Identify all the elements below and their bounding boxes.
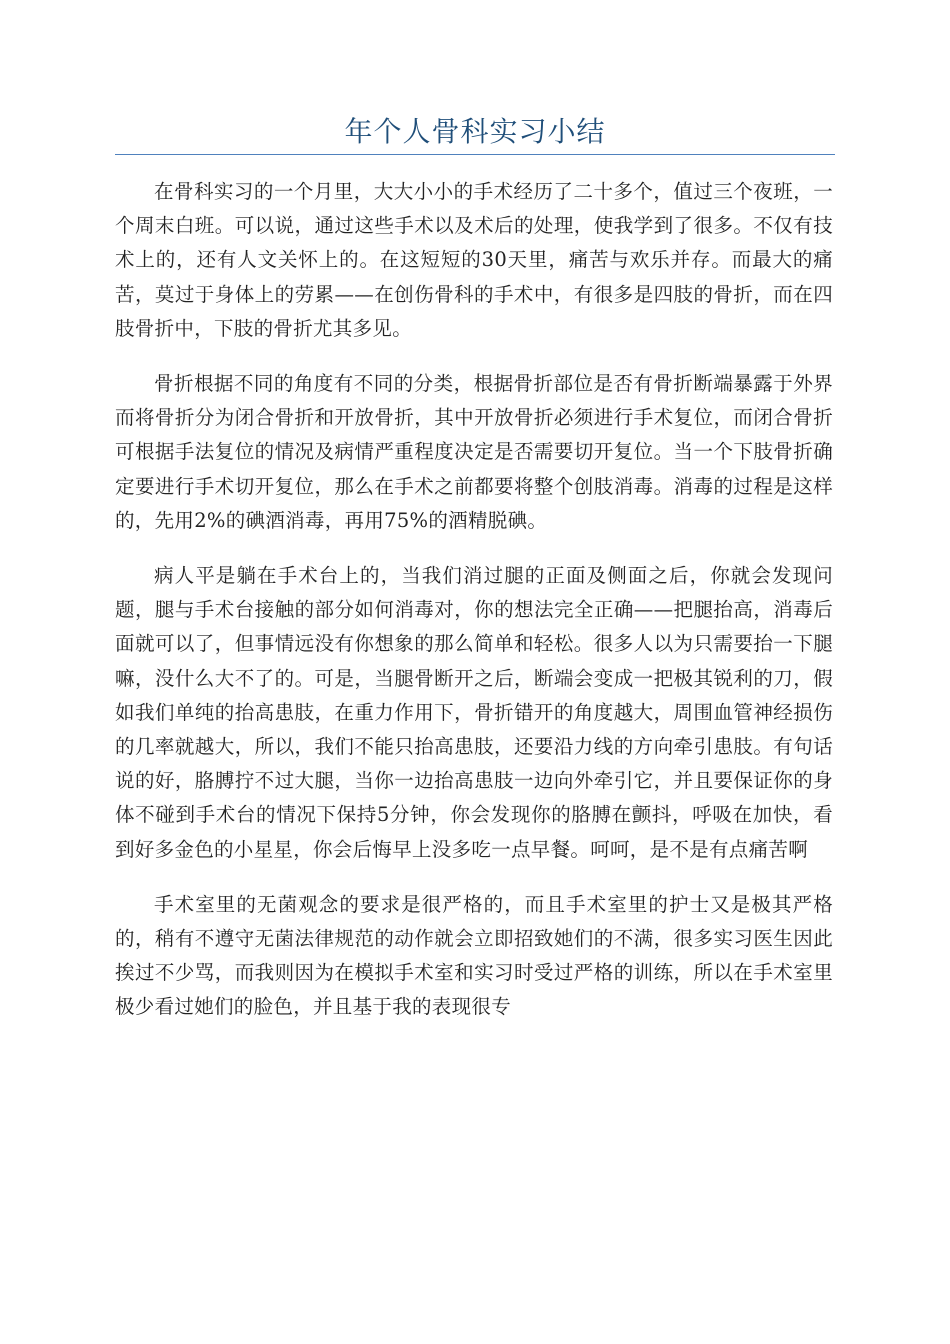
paragraph-3: 病人平是躺在手术台上的，当我们消过腿的正面及侧面之后，你就会发现问题，腿与手术台接触的部分如何消毒对，你的想法完全正确——把腿抬高，消毒后面就可以了，但事情远没有你想象的那么简单和轻松。很多人以为只需要抬一下腿嘛，没什么大不了的。可是，当腿骨断开之后，断端会变成一把极其锐利的刀，假如我们单纯的抬高患肢，在重力作用下，骨折错开的角度越大，周围血管神经损伤的几率就越大，所以，我们不能只抬高患肢，还要沿力线的方向牵引患肢。有句话说的好，胳膊拧不过大腿，当你一边抬高患肢一边向外牵引它，并且要保证你的身体不碰到手术台的情况下保持5分钟，你会发现你的胳膊在颤抖，呼吸在加快，看到好多金色的小星星，你会后悔早上没多吃一点早餐。呵呵，是不是有点痛苦啊 [115, 564, 833, 861]
paragraph-2: 骨折根据不同的角度有不同的分类，根据骨折部位是否有骨折断端暴露于外界而将骨折分为闭合骨折和开放骨折，其中开放骨折必须进行手术复位，而闭合骨折可根据手法复位的情况及病情严重程度决定是否需要切开复位。当一个下肢骨折确定要进行手术切开复位，那么在手术之前都要将整个创肢消毒。消毒的过程是这样的，先用2%的碘酒消毒，再用75%的酒精脱碘。 [115, 372, 833, 532]
paragraph-4: 手术室里的无菌观念的要求是很严格的，而且手术室里的护士又是极其严格的，稍有不遵守无菌法律规范的动作就会立即招致她们的不满，很多实习医生因此挨过不少骂，而我则因为在模拟手术室和实习时受过严格的训练，所以在手术室里极少看过她们的脸色，并且基于我的表现很专 [115, 892, 833, 1019]
title-underline [115, 154, 835, 155]
document-body [115, 175, 833, 1046]
paragraph-1: 在骨科实习的一个月里，大大小小的手术经历了二十多个，值过三个夜班，一个周末白班。可以说，通过这些手术以及术后的处理，使我学到了很多。不仅有技术上的，还有人文关怀上的。在这短短的30天里，痛苦与欢乐并存。而最大的痛苦，莫过于身体上的劳累——在创伤骨科的手术中，有很多是四肢的骨折，而在四肢骨折中，下肢的骨折尤其多见。 [115, 180, 833, 340]
document-title: 年个人骨科实习小结 [344, 115, 606, 148]
